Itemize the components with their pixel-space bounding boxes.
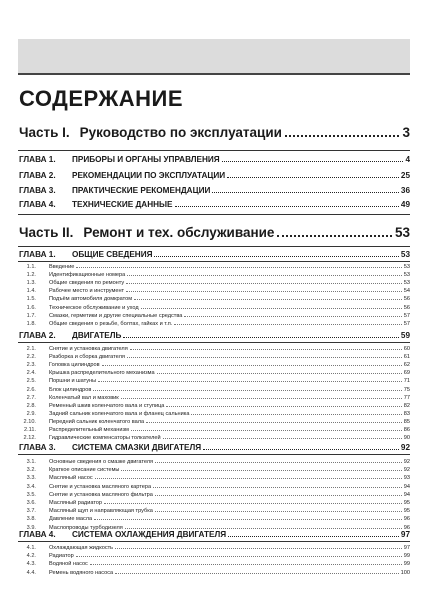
- page-number: 4: [405, 155, 410, 164]
- page-title: СОДЕРЖАНИЕ: [19, 86, 184, 111]
- page-number: 96: [403, 516, 410, 523]
- page-number: 61: [403, 354, 410, 361]
- section-entry[interactable]: [19, 377, 410, 385]
- chapter-title: СИСТЕМА СМАЗКИ ДВИГАТЕЛЯ: [72, 443, 202, 452]
- page-number: 69: [403, 370, 410, 377]
- section-entry[interactable]: [19, 394, 410, 402]
- section-number: 3.3.: [26, 475, 36, 482]
- chapter-title: ОБЩИЕ СВЕДЕНИЯ: [72, 250, 153, 259]
- section-title: Смазки, герметики и другие специальные средства: [49, 312, 183, 319]
- leader-dots: [93, 390, 401, 391]
- chapter-number: ГЛАВА 3.: [19, 443, 56, 452]
- leader-dots: [127, 357, 402, 358]
- chapter-entry[interactable]: [19, 530, 410, 539]
- section-number: 1.1.: [26, 264, 36, 270]
- leader-dots: [130, 349, 402, 350]
- page-number: 90: [403, 435, 410, 442]
- leader-dots: [102, 365, 402, 366]
- leader-dots: [146, 422, 402, 423]
- part-title: Руководство по эксплуатации: [79, 125, 282, 140]
- section-title: Идентификационные номера: [49, 272, 126, 279]
- section-title: Распределительный механизм: [49, 427, 129, 433]
- divider: [18, 261, 410, 262]
- leader-dots: [154, 256, 398, 257]
- leader-dots: [134, 299, 402, 300]
- chapter-number: ГЛАВА 4.: [19, 530, 56, 539]
- section-number: 4.1.: [26, 545, 36, 551]
- page-number: 97: [403, 545, 410, 551]
- section-title: Краткое описание системы: [49, 467, 120, 474]
- section-title: Масляный насос: [49, 475, 93, 482]
- page-number: 93: [403, 475, 410, 482]
- section-title: Охлаждающая жидкость: [49, 545, 114, 551]
- header-band: [18, 39, 410, 75]
- page-number: 95: [403, 508, 410, 515]
- section-title: Рабочее место и инструмент: [49, 288, 125, 295]
- section-number: 3.2.: [26, 467, 36, 474]
- leader-dots: [115, 548, 402, 549]
- section-entry[interactable]: [19, 569, 410, 577]
- chapter-entry[interactable]: [19, 171, 410, 180]
- section-title: Головка цилиндров: [49, 362, 100, 369]
- section-title: Снятие и установка двигателя: [49, 346, 128, 352]
- leader-dots: [94, 519, 402, 520]
- leader-dots: [131, 430, 402, 431]
- section-number: 2.11.: [23, 427, 36, 433]
- leader-dots: [123, 337, 399, 338]
- leader-dots: [203, 449, 399, 450]
- section-number: 2.5.: [26, 378, 36, 385]
- chapter-entry[interactable]: [19, 331, 410, 340]
- page-number: 53: [394, 225, 410, 240]
- page-number: 25: [400, 171, 410, 180]
- page-number: 49: [400, 200, 410, 209]
- chapter-number: ГЛАВА 2.: [19, 171, 56, 180]
- chapter-entry[interactable]: [19, 155, 410, 164]
- chapter-number: ГЛАВА 3.: [19, 186, 56, 195]
- page-number: 3: [402, 125, 410, 140]
- part-label: Часть I.: [19, 125, 70, 140]
- section-entry[interactable]: [19, 491, 410, 499]
- section-number: 3.8.: [26, 516, 36, 523]
- section-title: Поршни и шатуны: [49, 378, 97, 385]
- leader-dots: [222, 161, 404, 162]
- chapter-entry[interactable]: [19, 186, 410, 195]
- section-title: Основные сведения о смазке двигателя: [49, 459, 154, 465]
- leader-dots: [228, 536, 399, 537]
- section-title: Общие сведения по ремонту: [49, 280, 125, 287]
- section-number: 4.4.: [26, 569, 36, 576]
- section-title: Ремень водяного насоса: [49, 569, 114, 576]
- page-number: 83: [403, 410, 410, 417]
- section-title: Техническое обслуживание и уход: [49, 304, 139, 311]
- part-title: Ремонт и тех. обслуживание: [83, 225, 275, 240]
- page-number: 57: [403, 320, 410, 327]
- page-number: 53: [403, 264, 410, 270]
- section-entry[interactable]: [19, 507, 410, 515]
- leader-dots: [141, 308, 402, 309]
- page-number: 54: [403, 288, 410, 295]
- section-number: 1.7.: [26, 312, 36, 319]
- chapter-title: ТЕХНИЧЕСКИЕ ДАННЫЕ: [72, 200, 173, 209]
- page-number: 99: [403, 553, 410, 560]
- leader-dots: [227, 177, 399, 178]
- page-number: 92: [400, 443, 410, 452]
- page-number: 56: [403, 296, 410, 303]
- leader-dots: [155, 495, 402, 496]
- leader-dots: [155, 511, 402, 512]
- section-entry[interactable]: [19, 304, 410, 312]
- chapter-title: РЕКОМЕНДАЦИИ ПО ЭКСПЛУАТАЦИИ: [72, 171, 226, 180]
- page-number: 71: [403, 378, 410, 385]
- part-1-entry[interactable]: [19, 125, 410, 140]
- chapter-title: ДВИГАТЕЛЬ: [72, 331, 122, 340]
- page-number: 96: [403, 524, 410, 531]
- section-number: 3.6.: [26, 500, 36, 506]
- section-title: Масляный щуп и направляющая трубка: [49, 508, 153, 515]
- page-number: 53: [400, 250, 410, 259]
- section-entry[interactable]: [19, 386, 410, 394]
- section-number: 2.3.: [26, 362, 36, 369]
- part-2-entry[interactable]: [19, 225, 410, 240]
- section-entry[interactable]: [19, 544, 410, 552]
- section-number: 1.3.: [26, 280, 36, 287]
- section-number: 2.12.: [23, 435, 36, 442]
- section-entry[interactable]: [19, 402, 410, 410]
- leader-dots: [153, 487, 402, 488]
- leader-dots: [95, 478, 402, 479]
- chapter-title: СИСТЕМА ОХЛАЖДЕНИЯ ДВИГАТЕЛЯ: [72, 530, 227, 539]
- section-number: 3.1.: [26, 459, 36, 465]
- section-entry[interactable]: [19, 263, 410, 271]
- leader-dots: [90, 564, 402, 565]
- leader-dots: [166, 406, 401, 407]
- leader-dots: [76, 556, 402, 557]
- page-number: 53: [403, 280, 410, 287]
- section-title: Задний сальник коленчатого вала и фланец сальника: [49, 410, 190, 417]
- section-entry[interactable]: [19, 312, 410, 320]
- section-entry[interactable]: [19, 474, 410, 482]
- page-number: 62: [403, 362, 410, 369]
- section-entry[interactable]: [19, 483, 410, 491]
- leader-dots: [127, 275, 402, 276]
- section-entry[interactable]: [19, 499, 410, 507]
- section-title: Крышка распределительного механизма: [49, 370, 155, 377]
- section-entry[interactable]: [19, 560, 410, 568]
- section-number: 3.5.: [26, 491, 36, 498]
- page-number: 85: [403, 418, 410, 425]
- section-number: 2.9.: [26, 410, 36, 417]
- section-title: Давление масла: [49, 516, 93, 523]
- chapter-entry[interactable]: [19, 250, 410, 259]
- section-entry[interactable]: [19, 320, 410, 328]
- section-title: Ременный шкив коленчатого вала и ступица: [49, 402, 165, 409]
- leader-dots: [157, 373, 402, 374]
- section-title: Передний сальник коленчатого вала: [49, 418, 145, 425]
- leader-dots: [121, 470, 401, 471]
- section-title: Подъём автомобиля домкратом: [49, 296, 133, 303]
- section-title: Введение: [49, 264, 75, 270]
- page-number: 92: [403, 467, 410, 474]
- section-title: Разборка и сборка двигателя: [49, 354, 125, 361]
- page-number: 75: [403, 386, 410, 393]
- section-number: 4.3.: [26, 561, 36, 568]
- part-label: Часть II.: [19, 225, 74, 240]
- page-number: 77: [403, 394, 410, 401]
- divider: [18, 246, 410, 247]
- section-entry[interactable]: [19, 369, 410, 377]
- section-number: 3.9.: [26, 524, 36, 531]
- divider: [18, 150, 410, 151]
- section-number: 2.10.: [23, 418, 36, 425]
- section-number: 3.7.: [26, 508, 36, 515]
- section-title: Гидравлические компенсаторы толкателей: [49, 435, 161, 442]
- section-entry[interactable]: [19, 271, 410, 279]
- leader-dots: [125, 528, 402, 529]
- divider: [18, 541, 410, 542]
- leader-dots: [184, 316, 401, 317]
- divider: [18, 342, 410, 343]
- section-number: 3.4.: [26, 483, 36, 490]
- section-entry[interactable]: [19, 279, 410, 287]
- section-number: 2.1.: [26, 346, 36, 352]
- section-number: 2.6.: [26, 386, 36, 393]
- section-entry[interactable]: [19, 466, 410, 474]
- leader-dots: [76, 267, 401, 268]
- section-title: Маслопроводы турбодизеля: [49, 524, 123, 531]
- section-entry[interactable]: [19, 515, 410, 523]
- leader-dots: [277, 235, 392, 237]
- section-number: 1.4.: [26, 288, 36, 295]
- chapter-number: ГЛАВА 2.: [19, 331, 56, 340]
- page-number: 56: [403, 304, 410, 311]
- section-number: 1.2.: [26, 272, 36, 279]
- leader-dots: [155, 462, 402, 463]
- leader-dots: [115, 573, 398, 574]
- leader-dots: [163, 438, 402, 439]
- page-number: 100: [400, 569, 410, 576]
- section-title: Коленчатый вал и маховик: [49, 394, 119, 401]
- chapter-number: ГЛАВА 4.: [19, 200, 56, 209]
- section-entry[interactable]: [19, 426, 410, 434]
- section-title: Водяной насос: [49, 561, 88, 568]
- leader-dots: [285, 135, 400, 137]
- page-number: 86: [403, 427, 410, 433]
- page-number: 92: [403, 459, 410, 465]
- section-entry[interactable]: [19, 361, 410, 369]
- page-number: 36: [400, 186, 410, 195]
- section-number: 2.2.: [26, 354, 36, 361]
- page-number: 60: [403, 346, 410, 352]
- section-entry[interactable]: [19, 295, 410, 303]
- leader-dots: [126, 283, 402, 284]
- leader-dots: [126, 291, 402, 292]
- leader-dots: [175, 206, 399, 207]
- page-number: 95: [403, 500, 410, 506]
- page-number: 57: [403, 312, 410, 319]
- chapter-title: ПРИБОРЫ И ОРГАНЫ УПРАВЛЕНИЯ: [72, 155, 220, 164]
- section-entry[interactable]: [19, 353, 410, 361]
- section-title: Снятие и установка масляного фильтра: [49, 491, 153, 498]
- leader-dots: [212, 192, 399, 193]
- leader-dots: [121, 398, 402, 399]
- section-entry[interactable]: [19, 552, 410, 560]
- section-title: Масляный радиатор: [49, 500, 103, 506]
- section-entry[interactable]: [19, 345, 410, 353]
- section-title: Общие сведения о резьбе, болтах, гайках и т.п.: [49, 320, 173, 327]
- page-number: 59: [400, 331, 410, 340]
- page-number: 53: [403, 272, 410, 279]
- chapter-entry[interactable]: [19, 200, 410, 209]
- section-number: 4.2.: [26, 553, 36, 560]
- leader-dots: [174, 324, 401, 325]
- section-number: 1.6.: [26, 304, 36, 311]
- section-entry[interactable]: [19, 434, 410, 442]
- page-number: 82: [403, 402, 410, 409]
- chapter-title: ПРАКТИЧЕСКИЕ РЕКОМЕНДАЦИИ: [72, 186, 211, 195]
- leader-dots: [104, 503, 402, 504]
- section-entry[interactable]: [19, 410, 410, 418]
- leader-dots: [98, 381, 402, 382]
- section-number: 1.5.: [26, 296, 36, 303]
- section-entry[interactable]: [19, 418, 410, 426]
- section-number: 2.7.: [26, 394, 36, 401]
- section-number: 2.4.: [26, 370, 36, 377]
- page-number: 97: [400, 530, 410, 539]
- chapter-entry[interactable]: [19, 443, 410, 452]
- chapter-number: ГЛАВА 1.: [19, 250, 56, 259]
- leader-dots: [191, 414, 401, 415]
- section-title: Снятие и установка масляного картера: [49, 483, 152, 490]
- section-number: 1.8.: [26, 320, 36, 327]
- divider: [18, 214, 410, 215]
- page-number: 94: [403, 491, 410, 498]
- section-number: 2.8.: [26, 402, 36, 409]
- section-entry[interactable]: [19, 458, 410, 466]
- page-number: 99: [403, 561, 410, 568]
- section-title: Радиатор: [49, 553, 74, 560]
- chapter-number: ГЛАВА 1.: [19, 155, 56, 164]
- divider: [18, 454, 410, 455]
- section-entry[interactable]: [19, 287, 410, 295]
- section-title: Блок цилиндров: [49, 386, 92, 393]
- page-number: 94: [403, 483, 410, 490]
